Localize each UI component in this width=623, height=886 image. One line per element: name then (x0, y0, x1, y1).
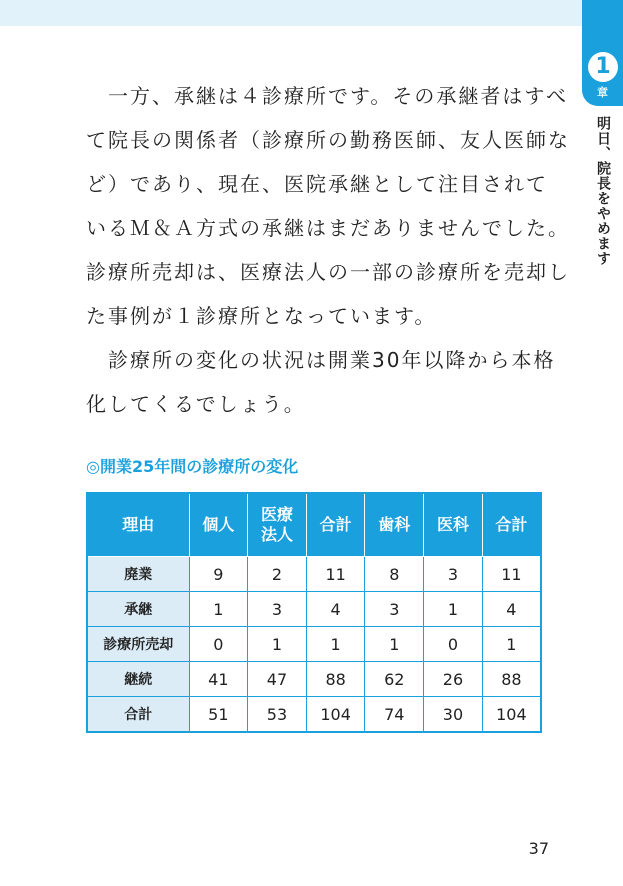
header-total: 合計 (306, 493, 365, 557)
table-cell: 104 (482, 697, 541, 733)
header-reason: 理由 (87, 493, 189, 557)
top-header-band (0, 0, 582, 26)
table-cell: 1 (306, 627, 365, 662)
table-cell: 53 (248, 697, 307, 733)
table-cell: 2 (248, 557, 307, 592)
table-row (87, 592, 541, 627)
chapter-label: 章 (597, 86, 608, 99)
table-cell: 1 (424, 592, 483, 627)
table-cell: 0 (424, 627, 483, 662)
header-total: 合計 (482, 493, 541, 557)
header-individual: 個人 (189, 493, 248, 557)
body-line: ど）であり、現在、医院承継として注目されて (86, 172, 548, 196)
table-cell: 47 (248, 662, 307, 697)
row-label: 合計 (87, 697, 189, 733)
table-cell: 3 (248, 592, 307, 627)
table-cell: 26 (424, 662, 483, 697)
chapter-title: 明日、院長をやめます (595, 116, 611, 266)
table-cell: 88 (482, 662, 541, 697)
body-line: 一方、承継は４診療所です。その承継者はすべ (108, 84, 568, 108)
table-cell: 8 (365, 557, 424, 592)
table-cell: 1 (365, 627, 424, 662)
table-cell: 3 (424, 557, 483, 592)
table-cell: 104 (306, 697, 365, 733)
body-text (86, 74, 570, 426)
table-row (87, 697, 541, 733)
table-cell: 9 (189, 557, 248, 592)
table-cell: 11 (482, 557, 541, 592)
table-cell: 1 (248, 627, 307, 662)
row-label: 廃業 (87, 557, 189, 592)
body-line: いるＭ＆Ａ方式の承継はまだありませんでした。 (86, 216, 570, 240)
table-cell: 0 (189, 627, 248, 662)
row-label: 承継 (87, 592, 189, 627)
body-line: 化してくるでしょう。 (86, 392, 306, 416)
table-cell: 51 (189, 697, 248, 733)
table-cell: 4 (482, 592, 541, 627)
header-medical-corporation-label: 医療 法人 (260, 505, 293, 544)
table-cell: 4 (306, 592, 365, 627)
body-line: て院長の関係者（診療所の勤務医師、友人医師な (86, 128, 570, 152)
chapter-number: 1 (588, 52, 618, 82)
table-title: ◎開業25年間の診療所の変化 (86, 457, 299, 476)
clinic-changes-table (86, 492, 542, 733)
table-cell: 1 (482, 627, 541, 662)
table-cell: 1 (189, 592, 248, 627)
body-line: た事例が１診療所となっています。 (86, 304, 437, 328)
header-dental: 歯科 (365, 493, 424, 557)
body-line: 診療所の変化の状況は開業30年以降から本格 (108, 348, 556, 372)
body-line: 診療所売却は、医療法人の一部の診療所を売却し (86, 260, 570, 284)
header-medical-corporation (248, 493, 307, 557)
table-row (87, 557, 541, 592)
table-cell: 30 (424, 697, 483, 733)
page-number: 37 (528, 839, 549, 858)
table-row (87, 627, 541, 662)
row-label: 診療所売却 (87, 627, 189, 662)
table-cell: 74 (365, 697, 424, 733)
table-cell: 62 (365, 662, 424, 697)
table-cell: 41 (189, 662, 248, 697)
table-cell: 88 (306, 662, 365, 697)
table-header-row (87, 493, 541, 557)
row-label: 継続 (87, 662, 189, 697)
header-medical: 医科 (424, 493, 483, 557)
table-row (87, 662, 541, 697)
table-cell: 3 (365, 592, 424, 627)
table-cell: 11 (306, 557, 365, 592)
